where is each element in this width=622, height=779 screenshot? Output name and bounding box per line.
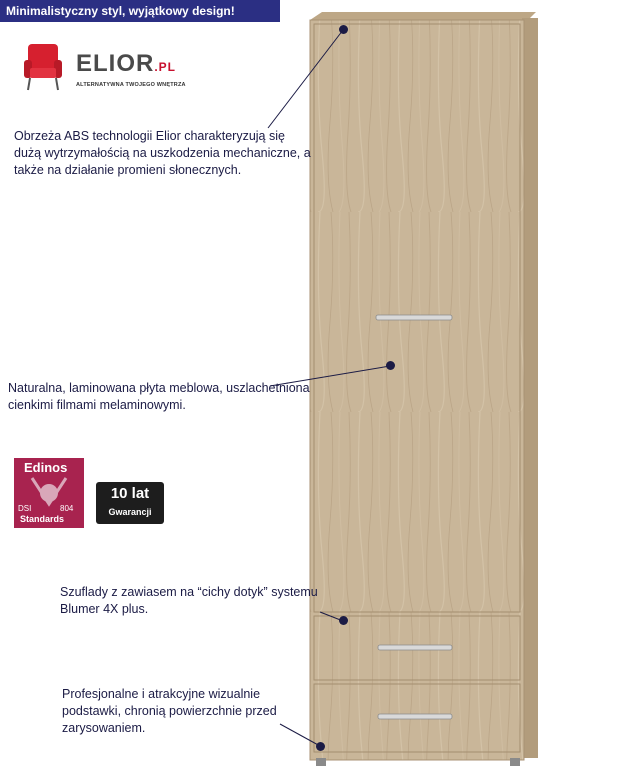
warranty-label: Gwarancji xyxy=(108,507,152,517)
logo-text: ELIOR.PL xyxy=(76,50,177,77)
edinos-number: 804 xyxy=(60,504,74,513)
logo-tagline: ALTERNATYWNA TWOJEGO WNĘTRZA xyxy=(76,82,186,88)
pointer-dot-feet xyxy=(316,742,325,751)
feature-abs-edges: Obrzeża ABS technologii Elior charakteryzują się dużą wytrzymałością na uszkodzenia mechaniczne, a także na działanie promieni słonecznych. xyxy=(14,129,311,177)
feature-protective-feet: Profesjonalne i atrakcyjne wizualnie podstawki, chronią powierzchnie przed zarysowaniem. xyxy=(62,687,277,735)
feature-soft-close-drawers: Szuflady z zawiasem na “cichy dotyk” systemu Blumer 4X plus. xyxy=(60,585,318,616)
top-banner: Minimalistyczny styl, wyjątkowy design! xyxy=(0,0,280,22)
pointer-dot-board xyxy=(386,361,395,370)
edinos-title: Edinos xyxy=(24,460,68,475)
edinos-badge xyxy=(14,458,84,528)
feature-laminated-board: Naturalna, laminowana płyta meblowa, uszlachetniona cienkimi filmami melaminowymi. xyxy=(8,381,310,412)
warranty-years: 10 lat xyxy=(110,485,150,502)
warranty-badge xyxy=(96,482,164,524)
pointer-dot-drawers xyxy=(339,616,348,625)
edinos-standards: Standards xyxy=(20,514,65,524)
edinos-dsi: DSI xyxy=(18,504,32,513)
pointer-dot-edges xyxy=(339,25,348,34)
